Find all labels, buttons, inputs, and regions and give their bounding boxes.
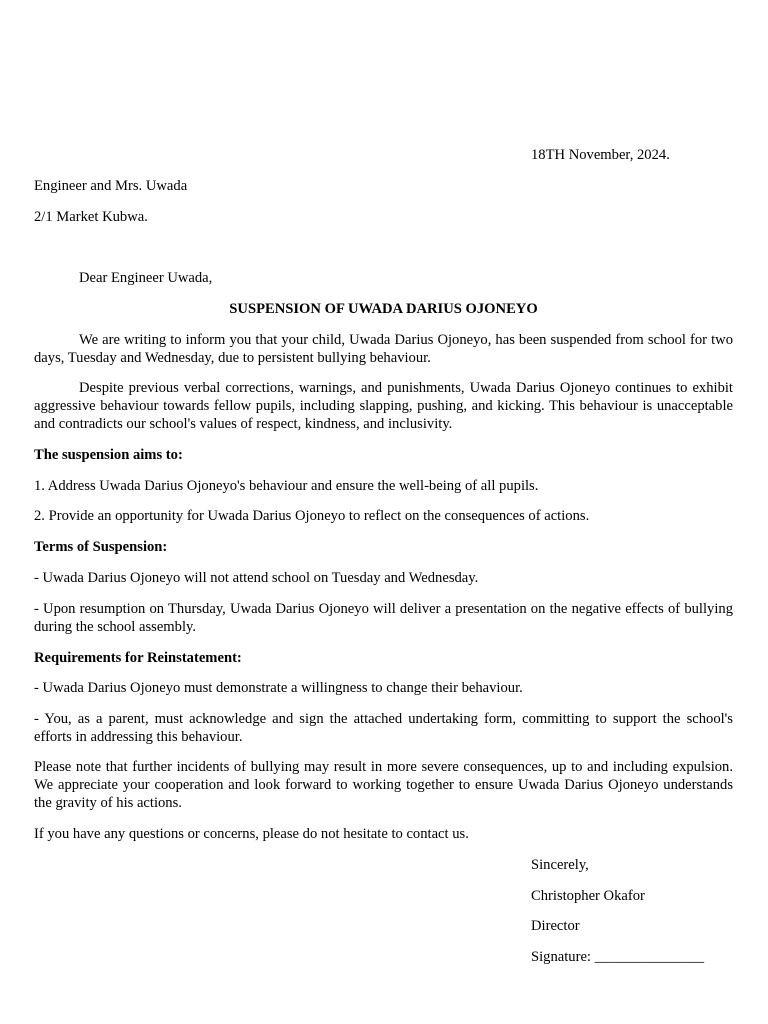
- warning-paragraph: Please note that further incidents of bullying may result in more severe consequences, up to and including expulsion. We appreciate your cooperation and look forward to working together to ensure Uwada Darius Ojoneyo understands the gravity of his actions.: [34, 759, 733, 811]
- recipient-name: Engineer and Mrs. Uwada: [34, 178, 188, 194]
- recipient-address: 2/1 Market Kubwa.: [34, 209, 148, 225]
- letter-page: [34, 0, 733, 1024]
- aim-item-1: 1. Address Uwada Darius Ojoneyo's behaviour and ensure the well-being of all pupils.: [34, 478, 539, 494]
- letter-subject: SUSPENSION OF UWADA DARIUS OJONEYO: [229, 301, 538, 317]
- contact-paragraph: If you have any questions or concerns, please do not hesitate to contact us.: [34, 826, 469, 842]
- term-item-2: - Upon resumption on Thursday, Uwada Darius Ojoneyo will deliver a presentation on the negative effects of bullying during the school assembly.: [34, 601, 733, 635]
- signature-line: Signature: _______________: [531, 949, 705, 965]
- requirement-item-2: - You, as a parent, must acknowledge and sign the attached undertaking form, committing to support the school's efforts in addressing this behaviour.: [34, 711, 733, 745]
- background-paragraph: Despite previous verbal corrections, warnings, and punishments, Uwada Darius Ojoneyo continues to exhibit aggressive behaviour towards fellow pupils, including slapping, pushing, and kicking. This behaviour is unacceptable and contradicts our school's values of respect, kindness, and inclusivity.: [34, 380, 733, 432]
- aim-item-2: 2. Provide an opportunity for Uwada Darius Ojoneyo to reflect on the consequences of actions.: [34, 508, 590, 524]
- signer-name: Christopher Okafor: [531, 888, 645, 904]
- terms-heading: Terms of Suspension:: [34, 539, 168, 555]
- intro-paragraph: We are writing to inform you that your child, Uwada Darius Ojoneyo, has been suspended from school for two days, Tuesday and Wednesday, due to persistent bullying behaviour.: [34, 332, 733, 366]
- aims-heading: The suspension aims to:: [34, 447, 183, 463]
- requirements-heading: Requirements for Reinstatement:: [34, 650, 242, 666]
- requirement-item-1: - Uwada Darius Ojoneyo must demonstrate a willingness to change their behaviour.: [34, 680, 523, 696]
- letter-date: 18TH November, 2024.: [531, 147, 670, 163]
- signer-title: Director: [531, 918, 580, 934]
- closing: Sincerely,: [531, 857, 589, 873]
- salutation: Dear Engineer Uwada,: [79, 270, 213, 286]
- term-item-1: - Uwada Darius Ojoneyo will not attend school on Tuesday and Wednesday.: [34, 570, 479, 586]
